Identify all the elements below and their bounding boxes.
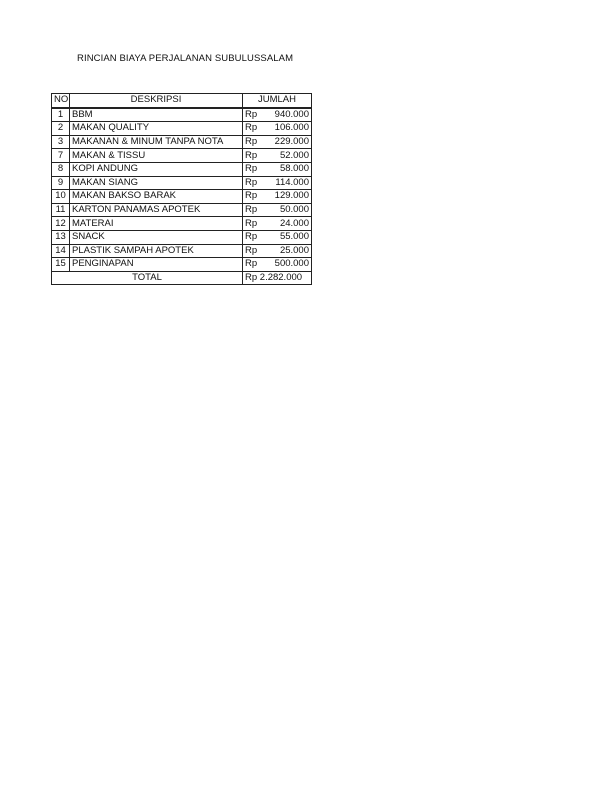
currency-label: Rp [245,244,258,256]
table-header-row [52,94,312,108]
row-number: 15 [52,258,70,272]
row-amount [243,122,312,136]
row-amount [243,244,312,258]
amount-value: 52.000 [279,149,309,161]
currency-label: Rp [245,190,258,202]
total-value: Rp 2.282.000 [243,271,312,285]
amount-value: 55.000 [279,231,309,243]
table-row [52,135,312,149]
currency-label: Rp [245,231,258,243]
amount-value: 24.000 [279,217,309,229]
document-title: RINCIAN BIAYA PERJALANAN SUBULUSSALAM [77,53,294,64]
table-row [52,190,312,204]
row-description: PLASTIK SAMPAH APOTEK [70,244,243,258]
table-row [52,258,312,272]
row-number: 10 [52,190,70,204]
table-row [52,108,312,122]
row-amount [243,217,312,231]
row-description: PENGINAPAN [70,258,243,272]
row-amount [243,230,312,244]
currency-label: Rp [245,176,258,188]
currency-label: Rp [245,204,258,216]
row-amount [243,162,312,176]
table-row [52,176,312,190]
table-body [52,108,312,272]
amount-value: 940.000 [274,108,309,120]
currency-label: Rp [245,149,258,161]
amount-value: 114.000 [275,176,309,188]
cost-table [51,93,312,285]
currency-label: Rp [245,163,258,175]
row-description: MAKANAN & MINUM TANPA NOTA [70,135,243,149]
currency-label: Rp [245,108,258,120]
row-amount [243,149,312,163]
row-description: SNACK [70,230,243,244]
currency-label: Rp [245,217,258,229]
table-row [52,149,312,163]
row-amount [243,258,312,272]
table-row [52,230,312,244]
row-number: 14 [52,244,70,258]
row-amount [243,190,312,204]
row-amount [243,203,312,217]
amount-value: 229.000 [274,136,309,148]
row-description: MAKAN & TISSU [70,149,243,163]
table-row [52,203,312,217]
row-description: MAKAN QUALITY [70,122,243,136]
currency-label: Rp [245,258,258,270]
row-number: 7 [52,149,70,163]
row-description: BBM [70,108,243,122]
amount-value: 58.000 [279,163,309,175]
currency-label: Rp [245,122,258,134]
row-description: MAKAN SIANG [70,176,243,190]
row-amount [243,135,312,149]
row-number: 8 [52,162,70,176]
row-number: 1 [52,108,70,122]
row-description: KARTON PANAMAS APOTEK [70,203,243,217]
amount-value: 129.000 [274,190,309,202]
table-row [52,244,312,258]
row-description: MATERAI [70,217,243,231]
row-description: MAKAN BAKSO BARAK [70,190,243,204]
row-number: 2 [52,122,70,136]
amount-value: 25.000 [279,244,309,256]
row-number: 13 [52,230,70,244]
row-amount [243,108,312,122]
row-number: 12 [52,217,70,231]
amount-value: 106.000 [274,122,309,134]
row-number: 3 [52,135,70,149]
amount-value: 500.000 [274,258,309,270]
table-row [52,122,312,136]
header-description: DESKRIPSI [70,94,243,108]
table-row [52,162,312,176]
total-row [52,271,312,285]
row-amount [243,176,312,190]
row-number: 9 [52,176,70,190]
row-description: KOPI ANDUNG [70,162,243,176]
table-row [52,217,312,231]
header-no: NO [52,94,70,108]
header-amount: JUMLAH [243,94,312,108]
total-label: TOTAL [52,271,243,285]
amount-value: 50.000 [279,204,309,216]
row-number: 11 [52,203,70,217]
currency-label: Rp [245,136,258,148]
